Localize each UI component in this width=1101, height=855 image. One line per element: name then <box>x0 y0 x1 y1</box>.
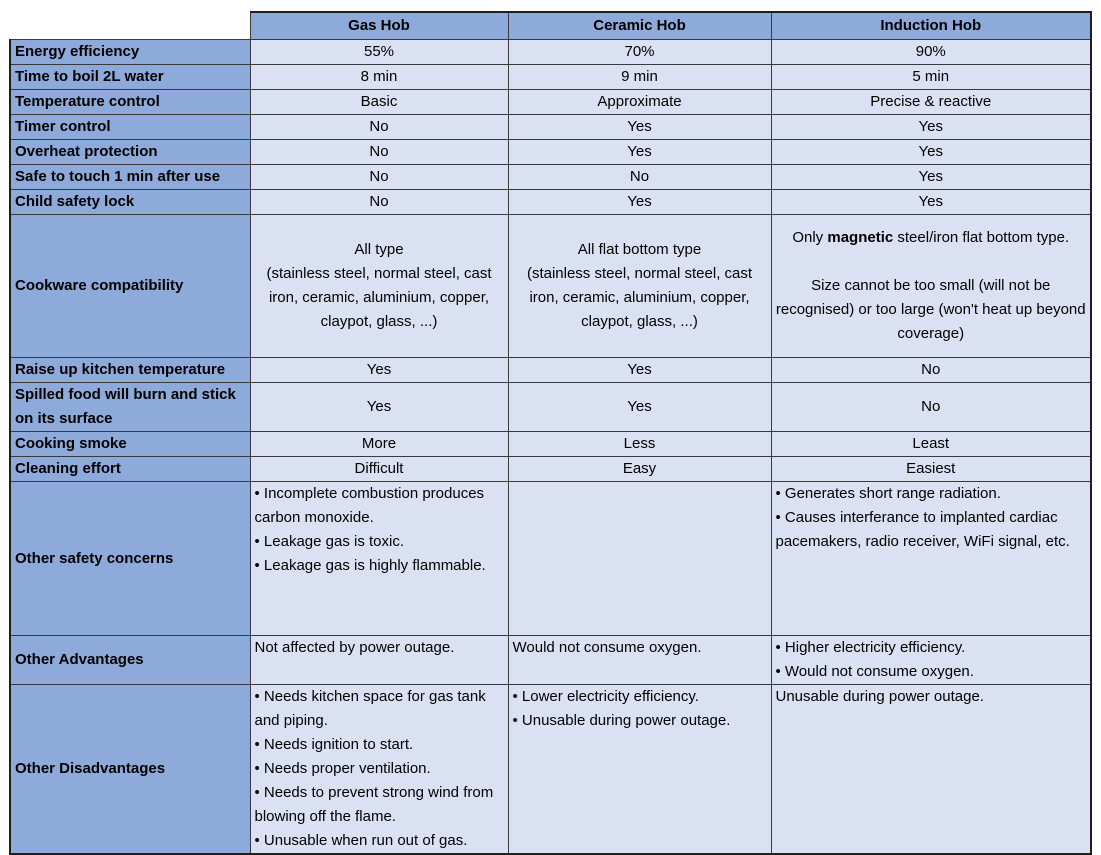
table-row <box>10 432 1091 457</box>
cell-induction: Yes <box>771 165 1091 190</box>
cell-ceramic: 70% <box>508 40 771 65</box>
cell-ceramic: No <box>508 165 771 190</box>
safety-gas-item: • Leakage gas is toxic. <box>254 533 405 550</box>
row-label-advantages: Other Advantages <box>10 636 250 685</box>
cell-gas: Basic <box>250 90 508 115</box>
row-label-boil: Time to boil 2L water <box>10 65 250 90</box>
safety-induction-item: • Generates short range radiation. <box>775 485 1001 502</box>
cell-ceramic <box>508 685 771 855</box>
hob-comparison-table <box>9 11 1092 855</box>
table-row <box>10 40 1091 65</box>
cell-induction <box>771 636 1091 685</box>
disadvantage-gas-item: • Unusable when run out of gas. <box>254 832 468 849</box>
cell-gas <box>250 215 508 358</box>
row-label-clean: Cleaning effort <box>10 457 250 482</box>
cell-gas: No <box>250 190 508 215</box>
disadvantage-gas-item: • Needs kitchen space for gas tank and piping. <box>254 688 486 729</box>
column-header-gas: Gas Hob <box>250 12 508 40</box>
cell-induction: Yes <box>771 190 1091 215</box>
table-row <box>10 115 1091 140</box>
row-label-smoke: Cooking smoke <box>10 432 250 457</box>
table-row <box>10 383 1091 432</box>
cookware-gas-detail: (stainless steel, normal steel, cast iron, ceramic, aluminium, copper, claypot, glass, ...) <box>266 265 492 330</box>
cell-induction: Yes <box>771 115 1091 140</box>
table-row <box>10 358 1091 383</box>
row-label-cookware: Cookware compatibility <box>10 215 250 358</box>
disadvantage-gas-item: • Needs to prevent strong wind from blowing off the flame. <box>254 784 494 825</box>
advantage-induction-item: • Would not consume oxygen. <box>775 663 974 680</box>
cell-gas: No <box>250 115 508 140</box>
cell-gas <box>250 482 508 636</box>
cell-induction: Unusable during power outage. <box>771 685 1091 855</box>
table-row <box>10 482 1091 636</box>
cell-ceramic: Yes <box>508 140 771 165</box>
row-label-child: Child safety lock <box>10 190 250 215</box>
cell-ceramic: Less <box>508 432 771 457</box>
cell-ceramic: Yes <box>508 358 771 383</box>
cell-ceramic: Yes <box>508 190 771 215</box>
cell-induction: No <box>771 383 1091 432</box>
row-label-timer: Timer control <box>10 115 250 140</box>
cell-gas: Difficult <box>250 457 508 482</box>
cell-induction: 5 min <box>771 65 1091 90</box>
cookware-induction-note: Size cannot be too small (will not be recognised) or too large (won't heat up beyond coverage) <box>775 277 1086 342</box>
cell-gas: More <box>250 432 508 457</box>
table-row <box>10 140 1091 165</box>
cell-gas: 55% <box>250 40 508 65</box>
safety-gas-item: • Incomplete combustion produces carbon monoxide. <box>254 485 485 526</box>
cell-ceramic: Easy <box>508 457 771 482</box>
safety-induction-item: • Causes interferance to implanted cardiac pacemakers, radio receiver, WiFi signal, etc. <box>775 509 1070 550</box>
cookware-gas-title: All type <box>354 241 404 258</box>
cookware-ceramic-title: All flat bottom type <box>577 241 702 258</box>
cell-induction: Yes <box>771 140 1091 165</box>
row-label-touch: Safe to touch 1 min after use <box>10 165 250 190</box>
cell-gas: Yes <box>250 358 508 383</box>
column-header-ceramic: Ceramic Hob <box>508 12 771 40</box>
column-header-induction: Induction Hob <box>771 12 1091 40</box>
disadvantage-gas-item: • Needs proper ventilation. <box>254 760 431 777</box>
cell-ceramic: Yes <box>508 115 771 140</box>
cell-ceramic <box>508 482 771 636</box>
cell-ceramic: Would not consume oxygen. <box>508 636 771 685</box>
cell-ceramic: Approximate <box>508 90 771 115</box>
row-label-disadvantages: Other Disadvantages <box>10 685 250 855</box>
cell-ceramic: Yes <box>508 383 771 432</box>
cell-induction: No <box>771 358 1091 383</box>
table-row <box>10 90 1091 115</box>
table-row <box>10 636 1091 685</box>
disadvantage-ceramic-item: • Lower electricity efficiency. <box>512 688 699 705</box>
table-row <box>10 215 1091 358</box>
cell-ceramic <box>508 215 771 358</box>
disadvantage-ceramic-item: • Unusable during power outage. <box>512 712 731 729</box>
cookware-induction-prefix: Only <box>792 229 828 246</box>
cell-gas: 8 min <box>250 65 508 90</box>
cell-induction <box>771 215 1091 358</box>
cookware-induction-suffix: steel/iron flat bottom type. <box>893 229 1070 246</box>
disadvantage-gas-item: • Needs ignition to start. <box>254 736 414 753</box>
cell-induction: Easiest <box>771 457 1091 482</box>
cell-induction: Least <box>771 432 1091 457</box>
cell-induction: Precise & reactive <box>771 90 1091 115</box>
cell-gas: Yes <box>250 383 508 432</box>
cell-induction <box>771 482 1091 636</box>
table-row <box>10 457 1091 482</box>
row-label-energy: Energy efficiency <box>10 40 250 65</box>
table-row <box>10 165 1091 190</box>
advantage-induction-item: • Higher electricity efficiency. <box>775 639 966 656</box>
cell-gas <box>250 685 508 855</box>
row-label-spill: Spilled food will burn and stick on its surface <box>10 383 250 432</box>
header-row <box>10 12 1091 40</box>
row-label-safety: Other safety concerns <box>10 482 250 636</box>
cell-induction: 90% <box>771 40 1091 65</box>
corner-cell <box>10 12 250 40</box>
table-row <box>10 190 1091 215</box>
row-label-kitchen: Raise up kitchen temperature <box>10 358 250 383</box>
table-row <box>10 685 1091 855</box>
cookware-induction-bold: magnetic <box>827 229 894 246</box>
cell-gas: No <box>250 165 508 190</box>
row-label-overheat: Overheat protection <box>10 140 250 165</box>
cookware-induction-title <box>776 226 1087 250</box>
safety-gas-item: • Leakage gas is highly flammable. <box>254 557 486 574</box>
cell-gas: Not affected by power outage. <box>250 636 508 685</box>
cell-gas: No <box>250 140 508 165</box>
cell-ceramic: 9 min <box>508 65 771 90</box>
spacer <box>776 250 1087 274</box>
row-label-temp: Temperature control <box>10 90 250 115</box>
cookware-ceramic-detail: (stainless steel, normal steel, cast iron, ceramic, aluminium, copper, claypot, glass, ...) <box>526 265 753 330</box>
table-row <box>10 65 1091 90</box>
